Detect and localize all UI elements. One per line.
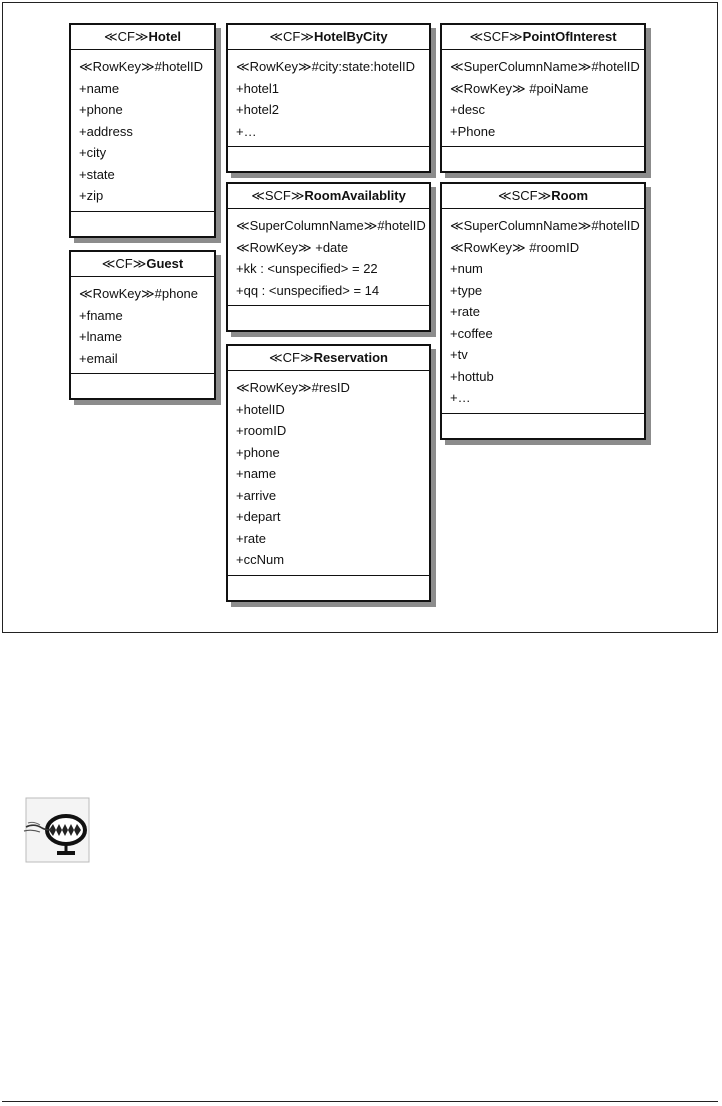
stereotype: ≪SCF≫: [251, 188, 305, 203]
pointofinterest-operations: [442, 147, 644, 171]
guest-operations: [71, 374, 214, 398]
class-name: HotelByCity: [313, 29, 388, 44]
class-name: PointOfInterest: [522, 29, 617, 44]
attribute-row: ≪SuperColumnName≫#hotelID: [450, 218, 640, 233]
attribute-row: +Phone: [450, 123, 496, 139]
warning-trap-icon: [22, 797, 90, 863]
attribute-row: ≪RowKey≫#hotelID: [79, 59, 204, 74]
guest-header: [71, 252, 214, 277]
class-name: Guest: [146, 256, 184, 271]
attribute-row: ≪RowKey≫#city:state:hotelID: [236, 59, 415, 74]
roomavailablity-header: [228, 184, 429, 209]
reservation-operations: [228, 576, 429, 600]
pointofinterest-class-box: [440, 23, 646, 173]
reservation-header: [228, 346, 429, 371]
room-operations: [442, 414, 644, 438]
attribute-row: ≪SuperColumnName≫#hotelID: [236, 218, 426, 233]
hotelbycity-attributes: [228, 50, 429, 147]
attribute-row: +lname: [79, 329, 122, 344]
room-attributes: [442, 209, 644, 414]
hotelbycity-class-box: [226, 23, 431, 173]
reservation-class-box: [226, 344, 431, 602]
attribute-row: +hotel1: [236, 80, 280, 96]
hotelbycity-operations: [228, 147, 429, 171]
guest-class-box: [69, 250, 216, 400]
attribute-row: +desc: [450, 102, 486, 117]
attribute-row: +num: [450, 261, 483, 276]
attribute-row: +phone: [79, 102, 123, 117]
pointofinterest-attributes: [442, 50, 644, 147]
attribute-row: +hotel2: [236, 102, 280, 117]
pointofinterest-header: [442, 25, 644, 50]
attribute-row: +state: [79, 166, 115, 182]
attribute-row: ≪RowKey≫ #poiName: [450, 80, 589, 96]
attribute-row: +qq : <unspecified> = 14: [236, 282, 380, 298]
attribute-row: +name: [79, 80, 120, 96]
class-name: Reservation: [313, 350, 388, 365]
class-name: Hotel: [148, 29, 182, 44]
attribute-row: +zip: [79, 188, 104, 203]
attribute-row: +email: [79, 350, 118, 366]
attribute-row: +address: [79, 123, 133, 139]
attribute-row: +roomID: [236, 423, 287, 438]
reservation-attributes: [228, 371, 429, 576]
roomavailablity-class-box: [226, 182, 431, 332]
attribute-row: +type: [450, 282, 483, 298]
stereotype: ≪CF≫: [103, 29, 149, 44]
attribute-row: +…: [450, 390, 471, 405]
attribute-row: +arrive: [236, 487, 277, 503]
attribute-row: +ccNum: [236, 552, 285, 567]
attribute-row: +rate: [236, 530, 266, 546]
hotel-attributes: [71, 50, 214, 212]
attribute-row: +depart: [236, 509, 281, 524]
class-name: RoomAvailablity: [304, 188, 406, 203]
stereotype: ≪CF≫: [101, 256, 147, 271]
attribute-row: ≪RowKey≫#resID: [236, 380, 350, 395]
roomavailablity-operations: [228, 306, 429, 330]
page-bottom-rule: [2, 1101, 718, 1102]
attribute-row: +coffee: [450, 325, 493, 341]
stereotype: ≪CF≫: [269, 350, 314, 365]
attribute-row: ≪RowKey≫ #roomID: [450, 239, 580, 255]
hotel-header: [71, 25, 214, 50]
stereotype: ≪SCF≫: [469, 29, 523, 44]
attribute-row: +hotelID: [236, 401, 285, 417]
attribute-row: ≪RowKey≫#phone: [79, 286, 199, 301]
attribute-row: +rate: [450, 304, 480, 319]
attribute-row: ≪SuperColumnName≫#hotelID: [450, 59, 640, 74]
hotel-class-box: [69, 23, 216, 238]
attribute-row: +city: [79, 145, 107, 160]
attribute-row: +phone: [236, 444, 280, 460]
roomavailablity-attributes: [228, 209, 429, 306]
hotel-operations: [71, 212, 214, 236]
class-name: Room: [551, 188, 589, 203]
attribute-row: ≪RowKey≫ +date: [236, 239, 349, 255]
attribute-row: +kk : <unspecified> = 22: [236, 261, 378, 276]
stereotype: ≪CF≫: [269, 29, 314, 44]
attribute-row: +name: [236, 466, 277, 481]
hotelbycity-header: [228, 25, 429, 50]
guest-attributes: [71, 277, 214, 374]
attribute-row: +…: [236, 123, 257, 139]
room-class-box: [440, 182, 646, 440]
attribute-row: +tv: [450, 347, 468, 362]
room-header: [442, 184, 644, 209]
attribute-row: +hottub: [450, 368, 494, 384]
stereotype: ≪SCF≫: [497, 188, 552, 203]
attribute-row: +fname: [79, 307, 123, 323]
